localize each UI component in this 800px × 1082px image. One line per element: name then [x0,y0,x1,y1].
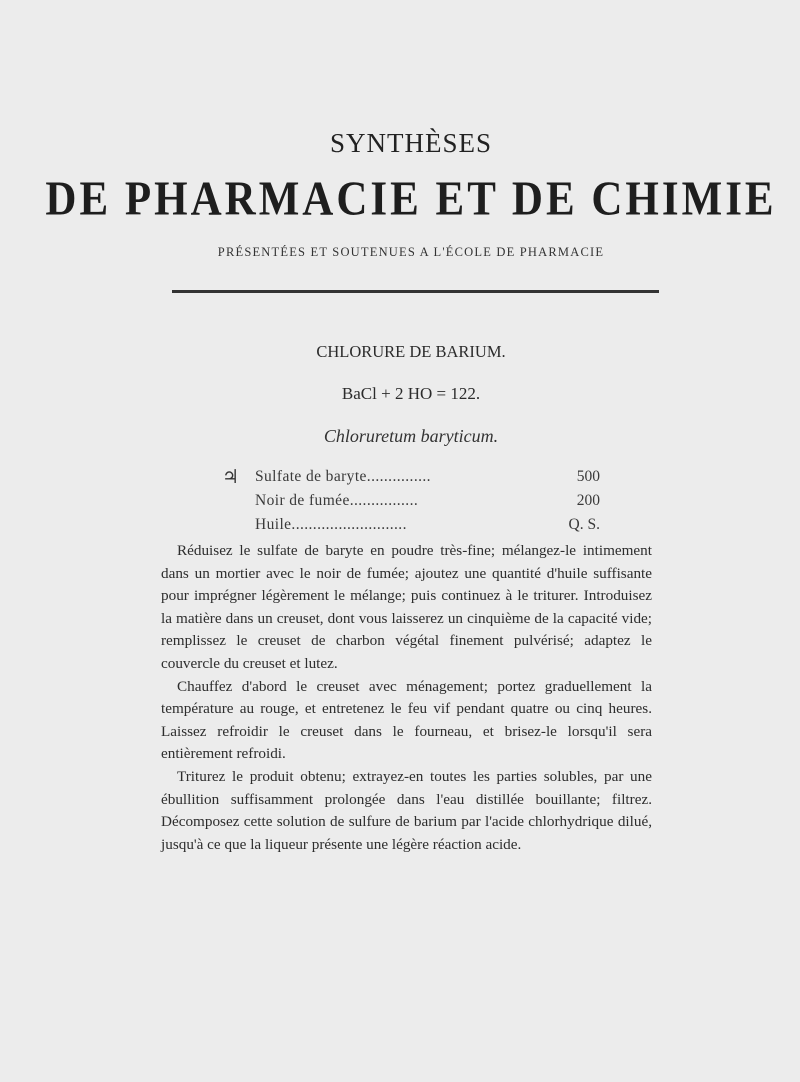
latin-name: Chloruretum baryticum. [323,426,499,446]
ingredient-quantity: 500 [576,468,600,485]
chemical-formula: BaCl + 2 HO = 122. [341,384,481,403]
recipe-item [222,467,610,492]
body-text [161,540,652,856]
recipe-list [222,467,610,540]
main-title: DE PHARMACIE ET DE CHIMIE [45,173,777,226]
ingredient-name: Noir de fumée................ [255,492,419,509]
ingredient-quantity: 200 [576,492,600,509]
section-title: CHLORURE DE BARIUM. [316,342,506,361]
paragraph: Chauffez d'abord le creuset avec ménagement; portez graduellement la température au rouge, et entretenez le feu vif pendant quatre ou cinq heures. Laissez refroidir le creuset dans le fourneau, et brisez-le lorsqu'il sera entièrement refroidi. [161,677,652,763]
rx-jupiter-icon: ♃ [222,467,240,488]
ingredient-name: Huile........................... [255,516,407,533]
divider-rule [172,290,659,293]
page-title: SYNTHÈSES [329,128,493,158]
ingredient-quantity: Q. S. [568,516,600,533]
recipe-item [225,516,610,540]
ingredient-name: Sulfate de baryte............... [255,468,431,485]
subtitle: PRÉSENTÉES ET SOUTENUES A L'ÉCOLE DE PHARMACIE [217,245,605,259]
recipe-item [225,492,610,516]
paragraph: Réduisez le sulfate de baryte en poudre très-fine; mélangez-le intimement dans un mortier avec le noir de fumée; ajoutez une quantité d'huile suffisante pour imprégner légèrement le mélange; puis continuez à le triturer. Introduisez la matière dans un creuset, dont vous laisserez un cinquième de la capacité vide; remplissez le creuset de charbon végétal finement pulvérisé; adaptez le couvercle du creuset et lutez. [161,542,652,672]
paragraph: Triturez le produit obtenu; extrayez-en toutes les parties solubles, par une ébullition suffisamment prolongée dans l'eau distillée bouillante; filtrez. Décomposez cette solution de sulfure de barium par l'acide chlorhydrique dilué, jusqu'à ce que la liqueur présente une légère réaction acide. [161,767,652,853]
